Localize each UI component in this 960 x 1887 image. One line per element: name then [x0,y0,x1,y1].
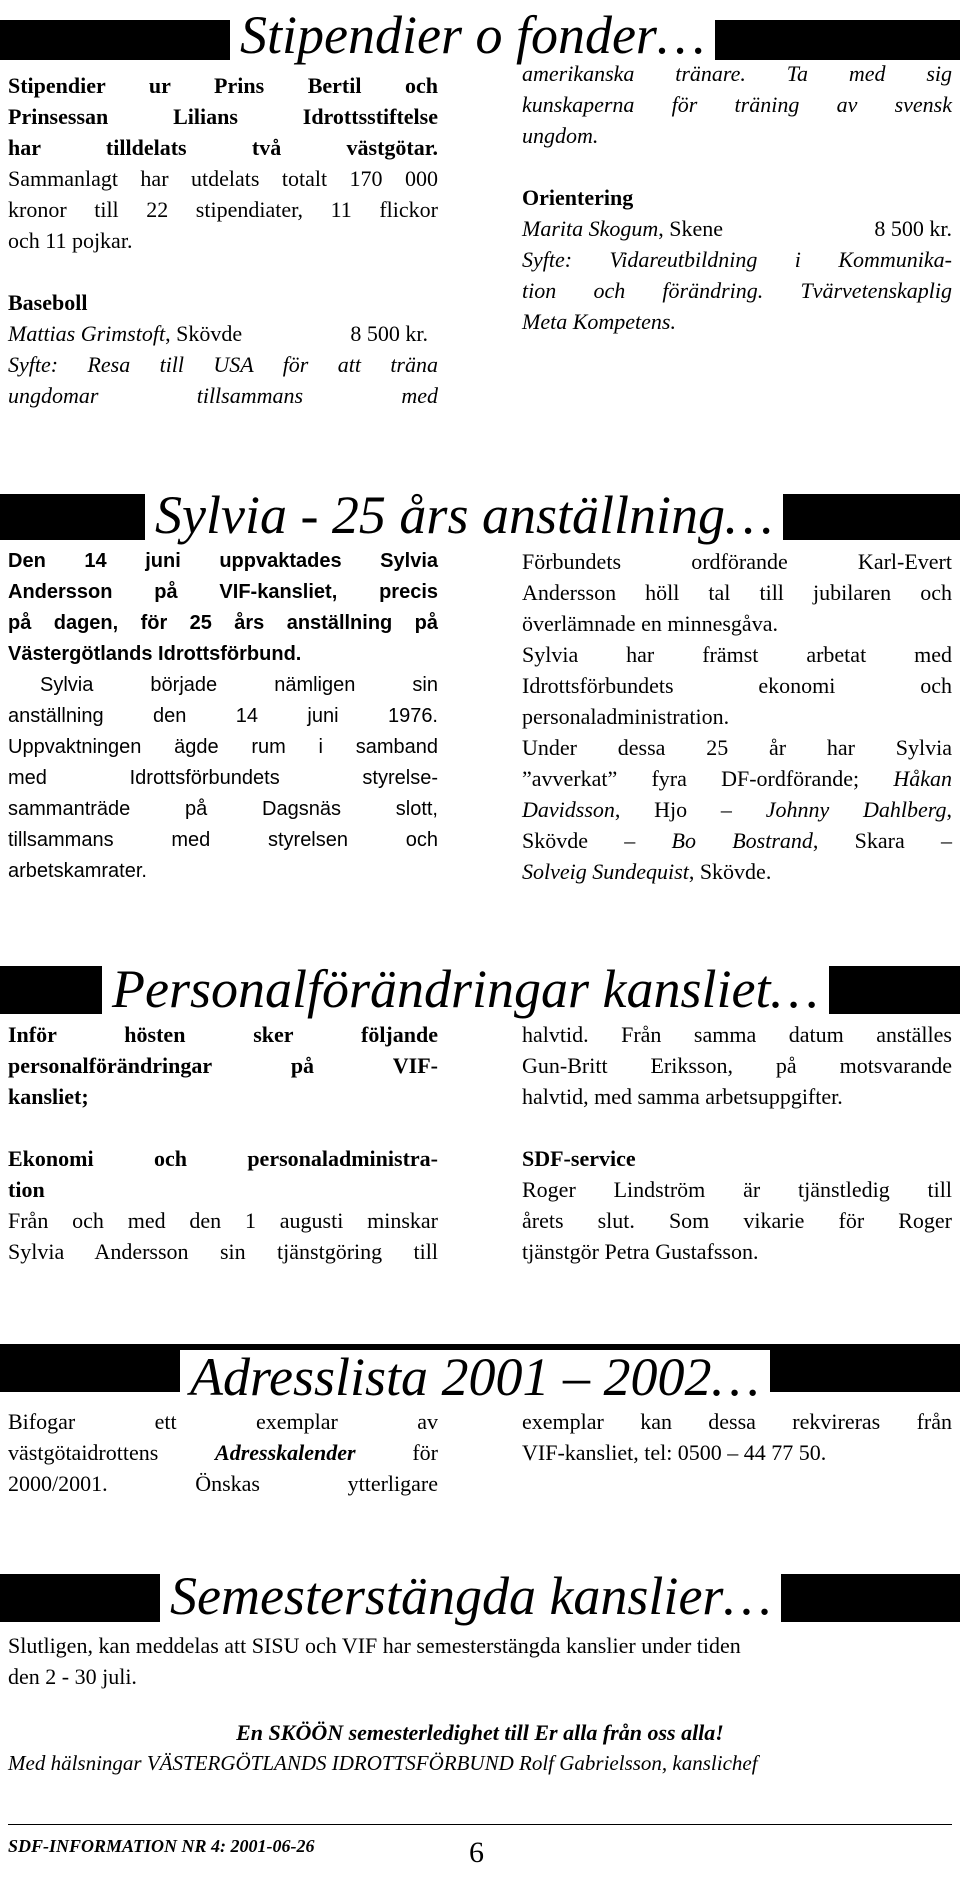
sylvia-body-line: arbetskamrater. [8,860,147,882]
section-title-stipendier: Stipendier o fonder… [230,8,715,62]
sylvia-right-line [522,825,952,856]
personal-body-line: Från och med den 1 augusti minskar [8,1208,438,1233]
footer-page-number: 6 [469,1836,484,1869]
text-run: , Hjo – [614,797,766,822]
adresslista-line: VIF-kansliet, tel: 0500 – 44 77 50. [522,1440,827,1465]
sylvia-body-line: anställning den 14 juni 1976. [8,705,438,727]
text-run: ”avverkat” fyra DF-ordförande; [522,766,894,791]
personal-body-line: Sylvia Andersson sin tjänstgöring till [8,1239,438,1264]
sylvia-right-line [522,856,952,887]
sylvia-lead-line: Den 14 juni uppvaktades Sylvia [8,550,438,572]
adresslista-line: exemplar kan dessa rekvireras från [522,1409,952,1434]
person-name: Davidsson [522,797,615,822]
semester-greeting: En SKÖÖN semesterledighet till Er alla från oss alla! [236,1720,724,1745]
recipient-line [522,213,952,244]
sylvia-right-line: Idrottsförbundets ekonomi och [522,673,952,698]
personal-right-line: årets slut. Som vikarie för Roger [522,1208,952,1233]
personal-subheading: tion [8,1177,45,1202]
stipendier-intro-line: Prinsessan Lilians Idrottsstiftelse [8,104,438,129]
text-run: för [355,1440,438,1465]
stipendier-intro-line: har tilldelats två västgötar. [8,135,438,160]
section-title-semester: Semesterstängda kanslier… [160,1569,781,1623]
sylvia-right-line [522,794,952,825]
sylvia-left-column [8,546,438,887]
person-name: Johnny Dahlberg [765,797,947,822]
recipient-amount: 8 500 kr. [874,216,952,241]
sylvia-right-line [522,763,952,794]
section-title-sylvia: Sylvia - 25 års anställning… [145,488,783,542]
personal-lead-line: kansliet; [8,1084,89,1109]
stipendier-intro-line: och 11 pojkar. [8,228,133,253]
adresskalender-title: Adresskalender [215,1440,356,1465]
person-name: Bo Bostrand [671,828,813,853]
semester-signoff: Med hälsningar VÄSTERGÖTLANDS IDROTTSFÖRBUND Rolf Gabrielsson, kanslichef [8,1751,758,1775]
adresslista-left-column [8,1406,438,1499]
sylvia-lead-line: på dagen, för 25 års anställning på [8,612,438,634]
personal-left-column [8,1019,438,1267]
stipendier-right-column [522,58,952,337]
adresslista-line: Bifogar ett exemplar av [8,1409,438,1434]
personal-right-line: halvtid. Från samma datum anställes [522,1022,952,1047]
footer-rule [8,1824,952,1825]
recipient-amount: 8 500 kr. [350,321,428,346]
sylvia-body-line: med Idrottsförbundets styrelse- [8,767,438,789]
text-run: , Skövde. [688,859,772,884]
recipient-name: Mattias Grimstoft [8,321,166,346]
purpose-line: Meta Kompetens. [522,309,676,334]
recipient-place: , Skene [658,216,724,241]
sdf-service-heading: SDF-service [522,1146,636,1171]
section-title-adresslista: Adresslista 2001 – 2002… [180,1350,770,1404]
recipient-name: Marita Skogum [522,216,659,241]
sport-heading-orientering: Orientering [522,185,634,210]
recipient-place: , Skövde [165,321,243,346]
personal-right-line: tjänstgör Petra Gustafsson. [522,1239,759,1264]
footer-publication: SDF-INFORMATION NR 4: 2001-06-26 [8,1836,315,1856]
personal-subheading: Ekonomi och personaladministra- [8,1146,438,1171]
sylvia-right-column [522,546,952,887]
stipendier-left-column [8,70,438,411]
personal-right-line: halvtid, med samma arbetsuppgifter. [522,1084,843,1109]
recipient-line [8,318,428,349]
purpose-line: tion och förändring. Tvärvetenskaplig [522,278,952,303]
person-name: Håkan [893,766,952,791]
text-run: västgötaidrottens [8,1440,216,1465]
sylvia-body-line: tillsammans med styrelsen och [8,829,438,851]
section-title-personal: Personalförändringar kansliet… [102,962,829,1016]
sylvia-body-line: Sylvia började nämligen sin [40,674,438,696]
sylvia-body-line: Uppvaktningen ägde rum i samband [8,736,438,758]
personal-lead-line: personalförändringar på VIF- [8,1053,438,1078]
purpose-line: Syfte: Vidareutbildning i Kommunika- [522,247,952,272]
sylvia-lead-line: Andersson på VIF-kansliet, precis [8,581,438,603]
personal-lead-line: Inför hösten sker följande [8,1022,438,1047]
sylvia-right-line: Andersson höll tal till jubilaren och [522,580,952,605]
text-run: , Skara – [812,828,952,853]
stipendier-intro-line: kronor till 22 stipendiater, 11 flickor [8,197,438,222]
adresslista-right-column [522,1406,952,1468]
sylvia-right-line: överlämnade en minnesgåva. [522,611,778,636]
purpose-line: amerikanska tränare. Ta med sig [522,61,952,86]
semester-text-line: Slutligen, kan meddelas att SISU och VIF har semesterstängda kanslier under tiden [8,1633,741,1658]
semester-text-line: den 2 - 30 juli. [8,1664,137,1689]
sylvia-right-line: Sylvia har främst arbetat med [522,642,952,667]
purpose-line: kunskaperna för träning av svensk [522,92,952,117]
personal-right-column [522,1019,952,1267]
text-run: , [946,797,952,822]
sylvia-right-line: personaladministration. [522,704,730,729]
sylvia-right-line: Förbundets ordförande Karl-Evert [522,549,952,574]
personal-right-line: Roger Lindström är tjänstledig till [522,1177,952,1202]
person-name: Solveig Sundequist [522,859,689,884]
purpose-line: Syfte: Resa till USA för att träna [8,352,438,377]
adresslista-line: 2000/2001. Önskas ytterligare [8,1471,438,1496]
stipendier-intro-line: Sammanlagt har utdelats totalt 170 000 [8,166,438,191]
purpose-line: ungdom. [522,123,599,148]
sport-heading-baseboll: Baseboll [8,290,88,315]
sylvia-right-line: Under dessa 25 år har Sylvia [522,735,952,760]
text-run: Skövde – [522,828,672,853]
semester-body [8,1630,952,1779]
purpose-line: ungdomar tillsammans med [8,383,438,408]
sylvia-body-line: sammanträde på Dagsnäs slott, [8,798,438,820]
personal-right-line: Gun-Britt Eriksson, på motsvarande [522,1053,952,1078]
stipendier-intro-line: Stipendier ur Prins Bertil och [8,73,438,98]
adresslista-line [8,1437,438,1468]
sylvia-lead-line: Västergötlands Idrottsförbund. [8,643,302,665]
